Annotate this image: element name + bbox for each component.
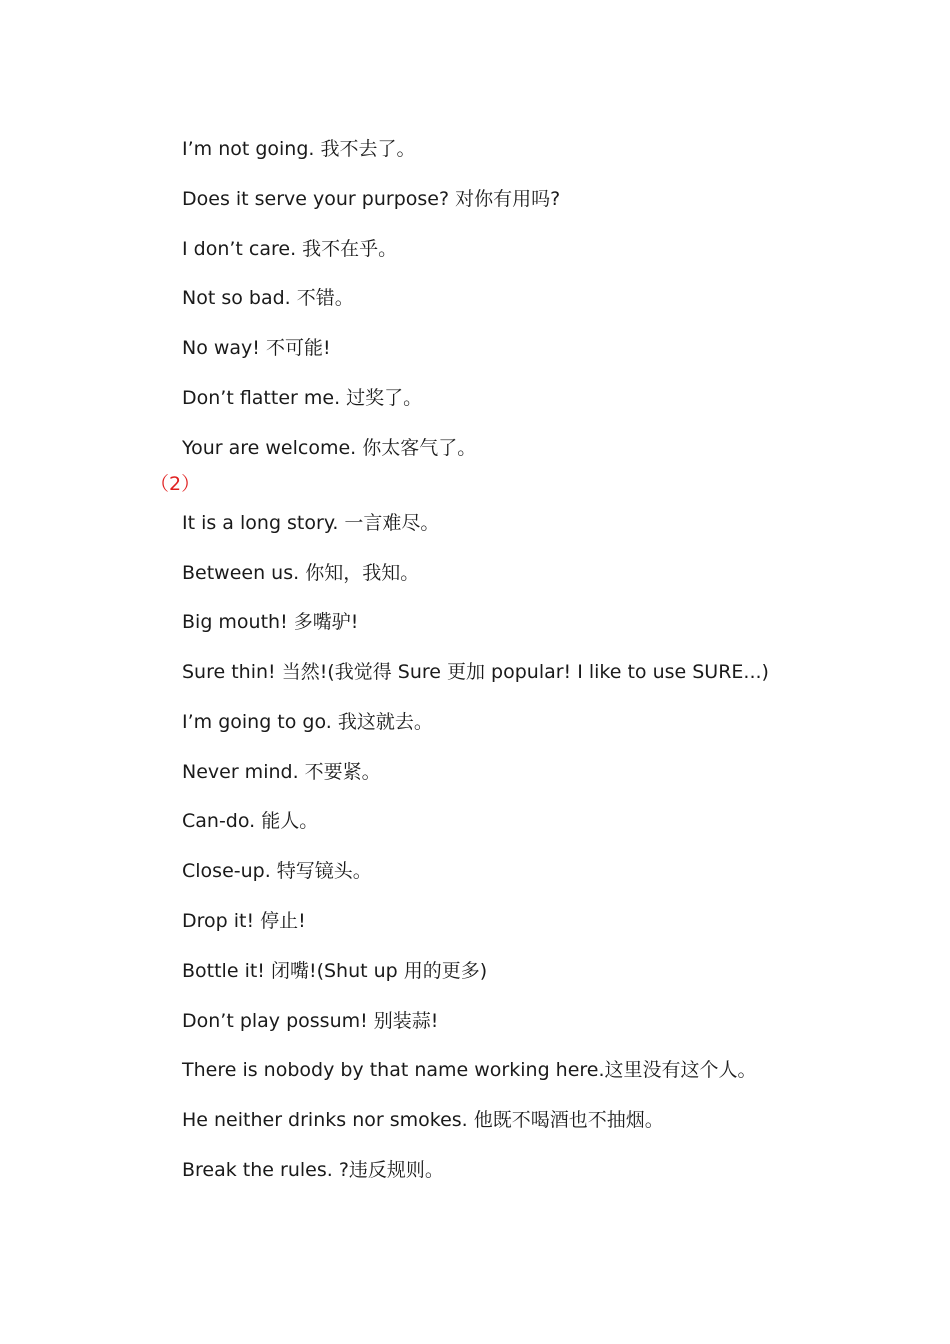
phrase-line: Don’t flatter me. 过奖了。 — [182, 387, 423, 409]
phrase-line: Drop it! 停止! — [182, 910, 306, 932]
phrase-line: Sure thin! 当然!(我觉得 Sure 更加 popular! I like to use SURE...) — [182, 661, 769, 683]
phrase-line: There is nobody by that name working here.这里没有这个人。 — [182, 1059, 757, 1081]
phrase-line: I’m going to go. 我这就去。 — [182, 711, 433, 733]
phrase-line: Close-up. 特写镜头。 — [182, 860, 372, 882]
phrase-line: Your are welcome. 你太客气了。 — [182, 437, 477, 459]
section-marker: （2） — [150, 473, 201, 495]
phrase-line: Don’t play possum! 别装蒜! — [182, 1010, 439, 1032]
phrase-line: I don’t care. 我不在乎。 — [182, 238, 398, 260]
phrase-line: I’m not going. 我不去了。 — [182, 138, 416, 160]
phrase-line: Between us. 你知，我知。 — [182, 562, 420, 584]
phrase-line: No way! 不可能! — [182, 337, 331, 359]
phrase-line: Can-do. 能人。 — [182, 810, 319, 832]
phrase-line: It is a long story. 一言难尽。 — [182, 512, 440, 534]
phrase-line: He neither drinks nor smokes. 他既不喝酒也不抽烟。 — [182, 1109, 664, 1131]
phrase-line: Never mind. 不要紧。 — [182, 761, 381, 783]
phrase-line: Break the rules. ?违反规则。 — [182, 1159, 444, 1181]
phrase-line: Big mouth! 多嘴驴! — [182, 611, 359, 633]
phrase-line: Does it serve your purpose? 对你有用吗? — [182, 188, 561, 210]
phrase-line: Bottle it! 闭嘴!(Shut up 用的更多) — [182, 960, 488, 982]
phrase-line: Not so bad. 不错。 — [182, 287, 354, 309]
